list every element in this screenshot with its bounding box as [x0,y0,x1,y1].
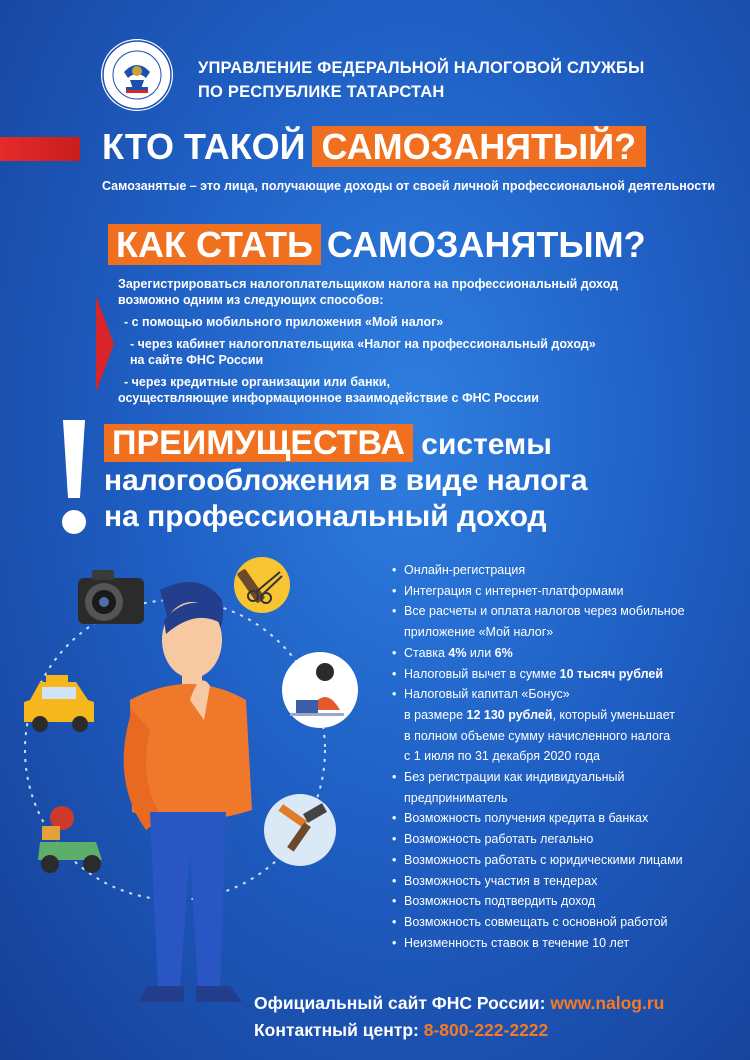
org-line-1: УПРАВЛЕНИЕ ФЕДЕРАЛЬНОЙ НАЛОГОВОЙ СЛУЖБЫ [198,59,645,77]
footer-contacts [254,990,664,1044]
advantage-platform-integration: • Интеграция с интернет-платформами [390,581,740,602]
official-site-line: Официальный сайт ФНС России: www.nalog.ru [254,993,665,1013]
advantage-no-ip-registration: • Без регистрации как индивидуальный предприниматель [390,767,740,808]
repair-tools-icon [264,794,336,866]
fns-emblem-icon [100,38,174,112]
camera-icon [78,570,144,624]
heading2-plain: САМОЗАНЯТЫМ? [326,224,646,265]
organization-name [198,56,644,104]
site-url-link[interactable]: www.nalog.ru [550,993,665,1013]
advantages-list [390,560,740,953]
advantage-mobile-payments: • Все расчеты и оплата налогов через мобильное приложение «Мой налог» [390,601,740,642]
heading1-plain: КТО ТАКОЙ [102,126,306,167]
exclamation-icon [60,420,88,536]
advantage-tax-rate: • Ставка 4% или 6% [390,643,740,664]
advantage-bonus-capital: • Налоговый капитал «Бонус» в размере 12 130 рублей, который уменьшает в полном объеме сумму начисленного налога с 1 июля по 31 декабря 2020 года [390,684,740,767]
ways-intro-line2: возможно одним из следующих способов: [118,293,384,307]
heading1-highlight: САМОЗАНЯТЫЙ? [312,126,647,167]
org-line-2: ПО РЕСПУБЛИКЕ ТАТАРСТАН [198,83,445,101]
advantage-online-registration: • Онлайн-регистрация [390,560,740,581]
advantage-income-proof: • Возможность подтвердить доход [390,891,740,912]
advantage-fixed-rates: • Неизменность ставок в течение 10 лет [390,933,740,954]
red-accent-bar [0,137,80,161]
advantage-tenders: • Возможность участия в тендерах [390,871,740,892]
heading-who-is-self-employed [102,122,646,172]
advantage-combine-work: • Возможность совмещать с основной работой [390,912,740,933]
scooter-courier-icon [38,806,102,873]
advantage-legal-work: • Возможность работать легально [390,829,740,850]
self-employed-illustration [0,550,380,1060]
way-cabinet-line1: - через кабинет налогоплательщика «Налог на профессиональный доход» [130,337,596,351]
way-banks-line2: осуществляющие информационное взаимодействие с ФНС России [118,391,539,405]
heading3-highlight: ПРЕИМУЩЕСТВА [104,424,413,462]
ways-intro-line1: Зарегистрироваться налогоплательщиком налога на профессиональный доход [118,277,619,291]
heading2-highlight: КАК СТАТЬ [108,224,321,265]
heading-how-to-become [108,220,646,270]
registration-ways [118,276,718,406]
way-cabinet-line2: на сайте ФНС России [130,353,264,367]
self-employed-definition: Самозанятые – это лица, получающие доходы от своей личной профессиональной деятельности [102,179,716,193]
way-banks-line1: - через кредитные организации или банки, [124,375,390,389]
advantage-tax-deduction: • Налоговый вычет в сумме 10 тысяч рублей [390,664,740,685]
laptop-worker-icon [282,652,358,728]
heading3-line2: налогообложения в виде налога [104,464,588,497]
taxi-icon [24,675,94,732]
red-triangle-icon [96,296,114,392]
way-mobile-app: - с помощью мобильного приложения «Мой налог» [124,315,444,329]
advantage-bank-credit: • Возможность получения кредита в банках [390,808,740,829]
thinking-man-figure [124,582,252,1002]
scissors-comb-icon [234,557,290,613]
heading3-line3: на профессиональный доход [104,500,547,533]
advantage-legal-entities: • Возможность работать с юридическими лицами [390,850,740,871]
contact-center-line: Контактный центр: 8-800-222-2222 [254,1020,549,1040]
contact-phone-link[interactable]: 8-800-222-2222 [423,1020,549,1040]
heading3-line1-rest: системы [421,428,552,461]
heading-advantages [104,425,588,535]
